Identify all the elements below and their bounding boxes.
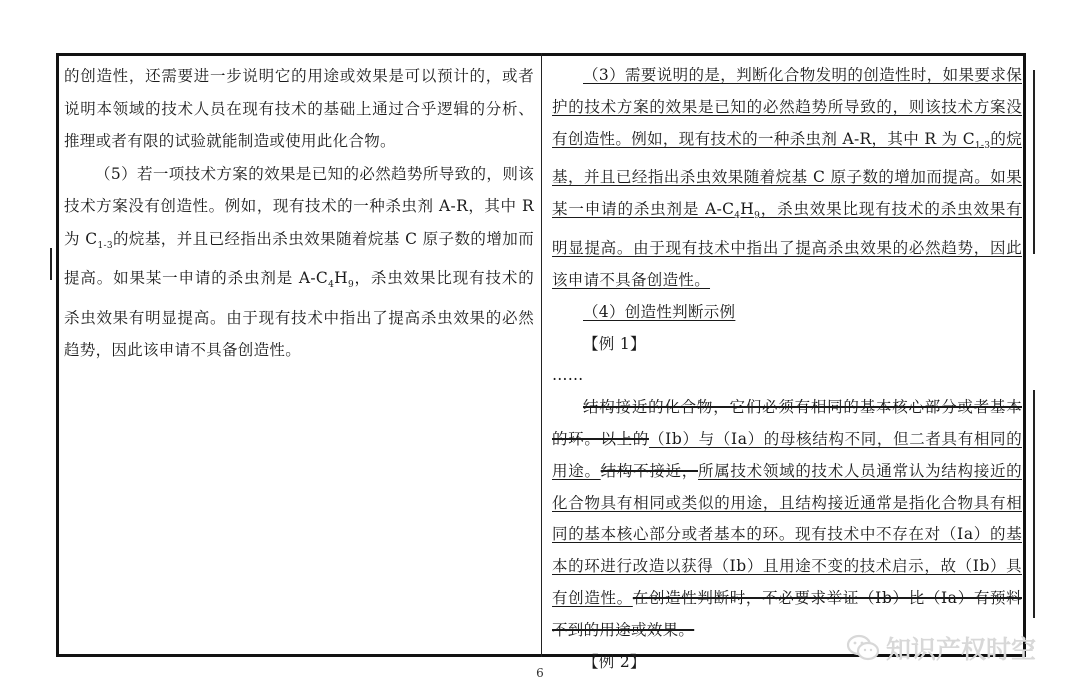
right-paragraph-2 bbox=[552, 392, 1022, 646]
text-run: H bbox=[740, 200, 755, 219]
left-column bbox=[64, 60, 534, 367]
subscript: 9 bbox=[754, 211, 761, 222]
change-bar bbox=[50, 248, 52, 280]
text-run: 的烷基，并且已经指出杀虫效果随着烷基 C 原子数的增加而提高。如果某一申请的杀虫剂是 A-C bbox=[64, 229, 534, 288]
page-number: 6 bbox=[536, 666, 544, 680]
change-bar bbox=[1033, 390, 1035, 618]
right-column bbox=[552, 60, 1022, 678]
text-run: ，杀虫效果比现有技术的杀虫效果有明显提高。由于现有技术中指出了提高杀虫效果的必然趋势，因此该申请不具备创造性。 bbox=[552, 200, 1022, 289]
text-run: ，杀虫效果比现有技术的杀虫效果有明显提高。由于现有技术中指出了提高杀虫效果的必然趋势，因此该申请不具备创造性。 bbox=[64, 269, 534, 360]
subscript: 4 bbox=[734, 211, 741, 222]
inserted-text: （Ⅰb）与（Ⅰa）的母核结构不同，但二者具有相同的用途。 bbox=[552, 429, 1022, 480]
ellipsis: …… bbox=[552, 366, 584, 385]
struck-text: 在创造性判断时，不必要求举证（Ⅰb）比（Ⅰa）有预料不到的用途或效果。 bbox=[552, 588, 1022, 639]
text-run: （3）需要说明的是，判断化合物发明的创造性时，如果要求保护的技术方案的效果是已知的必然趋势所导致的，则该技术方案没有创造性。例如，现有技术的一种杀虫剂 A-R，其中 R 为 C bbox=[552, 66, 1022, 148]
section-heading: （4）创造性判断示例 bbox=[583, 302, 736, 321]
subscript: 4 bbox=[328, 280, 335, 291]
subscript: 1-3 bbox=[974, 140, 991, 151]
text-run: （5）若一项技术方案的效果是已知的必然趋势所导致的，则该技术方案没有创造性。例如，现有技术的一种杀虫剂 A-R，其中 R 为 C bbox=[64, 164, 534, 248]
left-paragraph-1: 的创造性，还需要进一步说明它的用途或效果是可以预计的，或者说明本领域的技术人员在现有技术的基础上通过合乎逻辑的分析、推理或者有限的试验就能制造或使用此化合物。 bbox=[64, 67, 534, 150]
subscript: 9 bbox=[347, 280, 354, 291]
right-paragraph-1 bbox=[552, 60, 1022, 297]
struck-text: 结构不接近， bbox=[600, 461, 698, 480]
change-bar bbox=[1033, 70, 1035, 254]
example-1-heading: 【例 1】 bbox=[583, 334, 646, 353]
watermark bbox=[846, 632, 1036, 664]
struck-text: 结构接近的化合物，它们必须有相同的基本核心部分或者基本的环。以上的 bbox=[552, 398, 1022, 448]
watermark-text: 知识产权时空 bbox=[886, 635, 1037, 664]
column-divider bbox=[541, 53, 542, 657]
wechat-icon bbox=[846, 633, 880, 663]
left-paragraph-2 bbox=[64, 158, 534, 367]
inserted-text: 所属技术领域的技术人员通常认为结构接近的化合物具有相同或类似的用途，且结构接近通常是指化合物具有相同的基本核心部分或者基本的环。现有技术中不存在对（Ⅰa）的基本的环进行改造以获得（Ⅰb）且用途不变的技术启示，故（Ⅰb）具有创造性。 bbox=[552, 461, 1022, 607]
text-run: H bbox=[334, 269, 348, 288]
subscript: 1-3 bbox=[97, 240, 113, 251]
example-2-heading: 【例 2】 bbox=[583, 652, 646, 671]
text-run: 的烷基，并且已经指出杀虫效果随着烷基 C 原子数的增加而提高。如果某一申请的杀虫剂是 A-C bbox=[552, 129, 1022, 219]
